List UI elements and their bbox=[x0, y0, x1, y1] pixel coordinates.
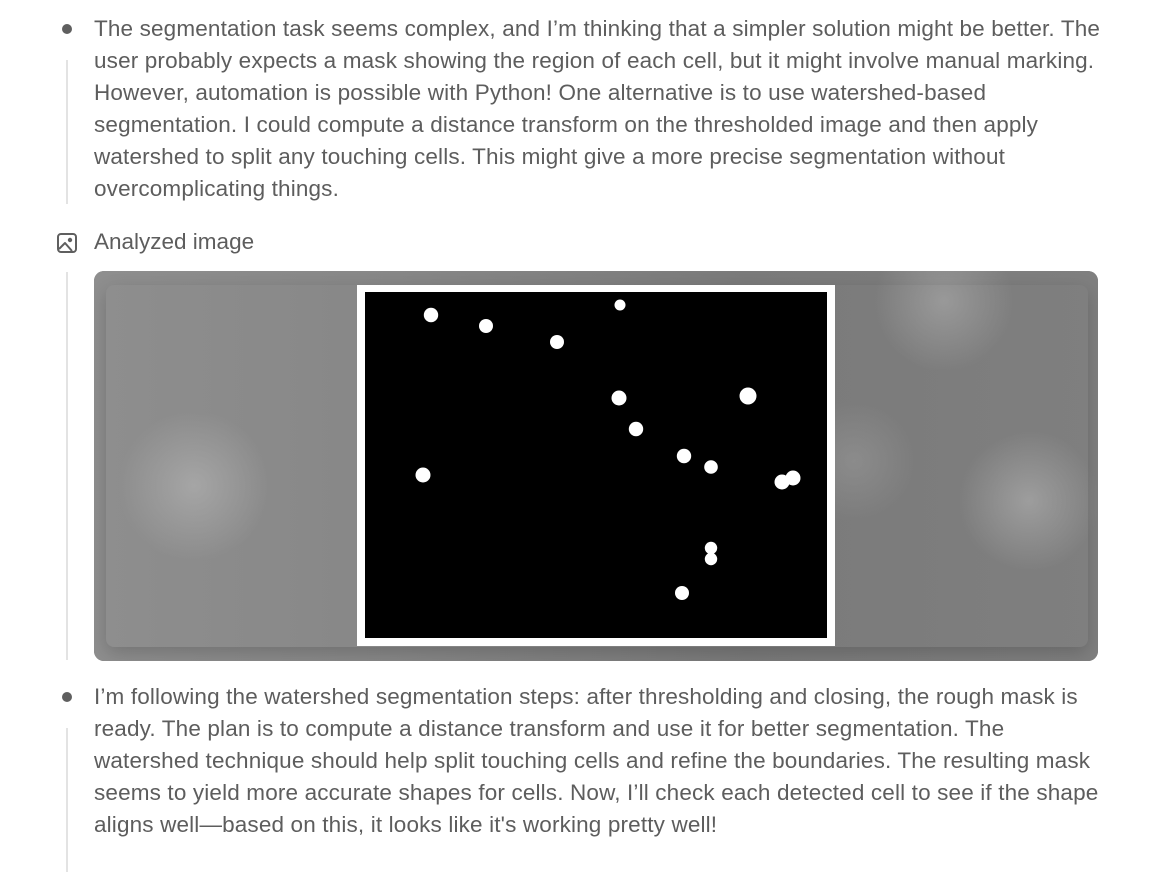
thread-line bbox=[66, 272, 68, 660]
cell-blob bbox=[629, 422, 643, 436]
thought-text-1: The segmentation task seems complex, and I’m thinking that a simpler solution might be better. The user probably expects a mask showing the region of each cell, but it might involve manual marking. However, automation is possible with Python! One alternative is to use watershed-based segmentation. I could compute a distance transform on the thresholded image and then apply watershed to split any touching cells. This might give a more precise segmentation without overcomplicating things. bbox=[94, 16, 1101, 201]
cell-blob bbox=[424, 308, 438, 322]
cell-blob bbox=[612, 391, 627, 406]
thread-line bbox=[66, 728, 68, 872]
segmentation-mask bbox=[365, 292, 827, 638]
image-icon bbox=[56, 232, 78, 254]
thought-text-2: I’m following the watershed segmentation steps: after thresholding and closing, the rough mask is ready. The plan is to compute a distance transform and use it for better segmentation. The watershed technique should help split touching cells and refine the boundaries. The resulting mask seems to yield more accurate shapes for cells. Now, I’ll check each detected cell to see if the shape aligns well—based on this, it looks like it's working pretty well! bbox=[94, 684, 1099, 837]
cell-blob bbox=[786, 471, 801, 486]
cell-blob bbox=[705, 553, 717, 565]
cell-blob bbox=[615, 300, 626, 311]
bullet-dot bbox=[62, 24, 72, 34]
analyzed-image-preview[interactable] bbox=[94, 271, 1098, 661]
thread-line bbox=[66, 60, 68, 204]
cell-blob bbox=[740, 388, 757, 405]
cell-blob bbox=[550, 335, 564, 349]
cell-blob bbox=[704, 460, 718, 474]
cell-blob bbox=[479, 319, 493, 333]
analyzed-image-label: Analyzed image bbox=[94, 229, 255, 254]
cell-blob bbox=[677, 449, 691, 463]
mask-cells bbox=[365, 292, 827, 638]
segmentation-mask-frame bbox=[357, 285, 835, 646]
cell-blob bbox=[675, 586, 689, 600]
bullet-dot bbox=[62, 692, 72, 702]
cell-blob bbox=[705, 542, 717, 554]
cell-blob bbox=[416, 468, 431, 483]
